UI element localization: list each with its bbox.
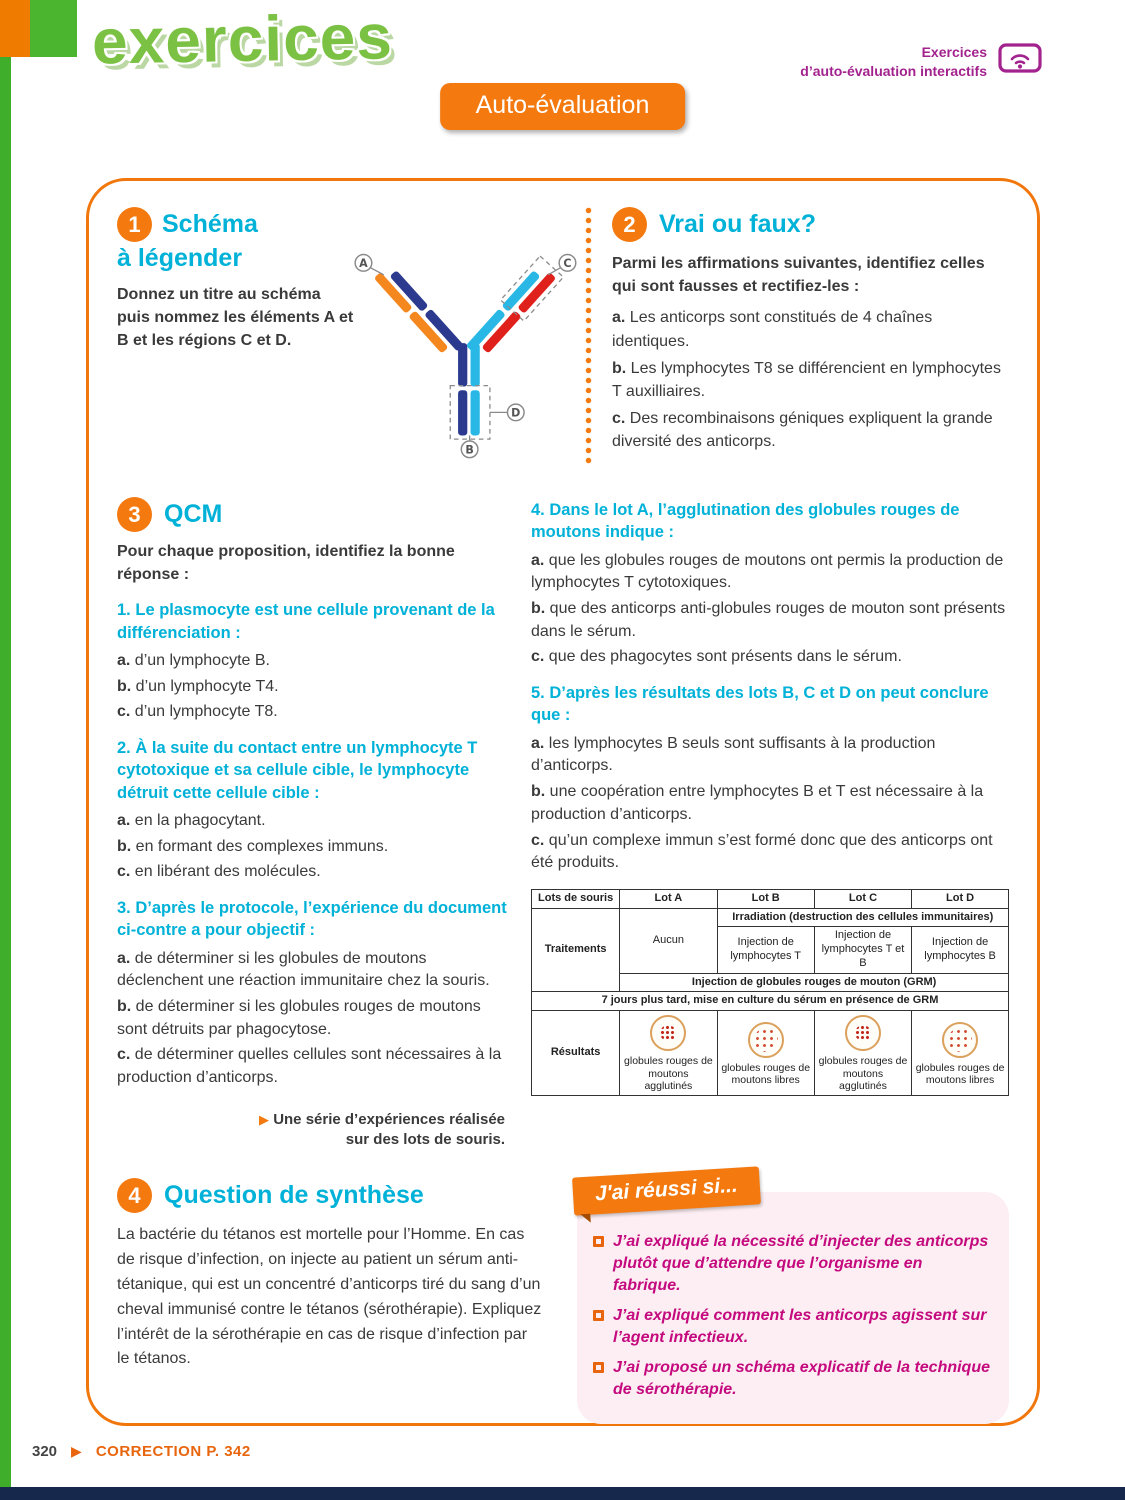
- statement-a: a. Les anticorps sont constitués de 4 chaînes identiques.: [612, 309, 933, 350]
- exercise-4-body: La bactérie du tétanos est mortelle pour l’Homme. En cas de risque d’infection, on injecte au patient un sérum anti-tétanique, qui est un concentré d’anticorps tiré du sang d’un cheval immunisé contre le tétanos (sérothérapie). Expliquez l’intérêt de la sérothérapie en cas de risque d’infection par le tétanos.: [117, 1226, 542, 1368]
- petri-dish-free: [942, 1022, 978, 1058]
- col-header-lot-b: Lot B: [717, 889, 814, 908]
- q5-option-b: b. une coopération entre lymphocytes B et T est nécessaire à la production d’anticorps.: [531, 783, 984, 823]
- label-B: B: [465, 443, 474, 457]
- corner-orange-block: [0, 0, 30, 57]
- petri-dish-agglutinated: [845, 1015, 881, 1051]
- question-3: 3. D’après le protocole, l’expérience du document ci-contre a pour objectif :: [117, 899, 507, 940]
- question-4: 4. Dans le lot A, l’agglutination des globules rouges de moutons indique :: [531, 501, 960, 542]
- section-synthesis: [117, 1170, 1009, 1423]
- col-header-lot-d: Lot D: [912, 889, 1009, 908]
- cell-culture: 7 jours plus tard, mise en culture du sérum en présence de GRM: [532, 992, 1009, 1011]
- q1-option-b: b. d’un lymphocyte T4.: [117, 677, 279, 695]
- q5-option-c: c. qu’un complexe immun s’est formé donc que des anticorps ont été produits.: [531, 831, 993, 872]
- qcm-left-column: [117, 497, 509, 1150]
- section-top: [117, 201, 1009, 473]
- checklist-item-3: J’ai proposé un schéma explicatif de la technique de sérothérapie.: [593, 1357, 991, 1400]
- cell-injection-b: Injection de lymphocytes B: [912, 927, 1009, 973]
- row-label-traitements: Traitements: [532, 908, 620, 992]
- petri-dish-agglutinated: [650, 1015, 686, 1051]
- page-footer: [32, 1443, 251, 1460]
- cell-injection-t-b: Injection de lymphocytes T et B: [814, 927, 911, 973]
- table-row: [532, 908, 1009, 927]
- result-lot-c: globules rouges de moutons agglutinés: [814, 1011, 911, 1096]
- arrow-icon: ▶: [71, 1443, 82, 1459]
- exercise-1-number: 1: [117, 207, 152, 242]
- bottom-navy-bar: [0, 1487, 1125, 1500]
- q4-option-a: a. que les globules rouges de moutons ont permis la production de lymphocytes T cytotoxiques.: [531, 551, 1004, 592]
- q1-option-a: a. d’un lymphocyte B.: [117, 651, 270, 669]
- interactive-exercises-label: Exercices d’auto-évaluation interactifs: [800, 44, 987, 79]
- left-green-strip: [0, 0, 11, 1487]
- success-tab: J'ai réussi si...: [572, 1167, 761, 1216]
- correction-reference: CORRECTION P. 342: [95, 1443, 251, 1460]
- result-lot-a: globules rouges de moutons agglutinés: [620, 1011, 717, 1096]
- exercise-1-instructions: Donnez un titre au schéma puis nommez les éléments A et B et les régions C et D.: [117, 286, 354, 350]
- antibody-stem: [458, 343, 480, 435]
- antibody-diagram: [345, 199, 585, 467]
- exercise-2: [592, 201, 1009, 473]
- auto-evaluation-banner: Auto-évaluation: [440, 83, 686, 130]
- label-A: A: [359, 257, 368, 270]
- cell-aucun: Aucun: [620, 908, 717, 973]
- result-lot-b: globules rouges de moutons libres: [717, 1011, 814, 1096]
- q4-option-b: b. que des anticorps anti-globules rouges de mouton sont présents dans le sérum.: [531, 599, 1006, 640]
- checklist-item-2: J’ai expliqué comment les anticorps agissent sur l’agent infectieux.: [593, 1305, 991, 1348]
- interactive-exercises-link[interactable]: [800, 42, 1043, 81]
- exercise-4-title: Question de synthèse: [164, 1181, 424, 1210]
- question-5: 5. D’après les résultats des lots B, C et D on peut conclure que :: [531, 684, 989, 725]
- page-number: 320: [32, 1443, 58, 1460]
- q3-option-a: a. de déterminer si les globules de moutons déclenchent une réaction immunitaire chez la souris.: [117, 949, 490, 990]
- dotted-divider-vertical: [585, 207, 592, 467]
- q2-option-c: c. en libérant des molécules.: [117, 863, 321, 881]
- exercise-2-intro: Parmi les affirmations suivantes, identifiez celles qui sont fausses et rectifiez-les :: [612, 255, 985, 296]
- petri-dish-free: [748, 1022, 784, 1058]
- exercise-3-number: 3: [117, 497, 152, 532]
- cell-injection-t: Injection de lymphocytes T: [717, 927, 814, 973]
- exercise-1: [117, 201, 585, 473]
- statement-c: c. Des recombinaisons géniques expliquent la grande diversité des anticorps.: [612, 410, 993, 451]
- q2-option-b: b. en formant des complexes immuns.: [117, 837, 389, 855]
- col-header-lots: Lots de souris: [532, 889, 620, 908]
- screen-wifi-icon: [997, 42, 1043, 81]
- exercise-2-title: Vrai ou faux?: [659, 210, 816, 238]
- q3-option-b: b. de déterminer si les globules rouges de moutons sont détruits par phagocytose.: [117, 997, 481, 1038]
- cell-grm: Injection de globules rouges de mouton (GRM): [620, 973, 1009, 992]
- success-box: [577, 1192, 1009, 1423]
- checkbox-icon: [593, 1310, 604, 1321]
- result-lot-d: globules rouges de moutons libres: [912, 1011, 1009, 1096]
- corner-green-block: [30, 0, 77, 57]
- cell-irradiation: Irradiation (destruction des cellules immunitaires): [717, 908, 1008, 927]
- col-header-lot-c: Lot C: [814, 889, 911, 908]
- exercise-3-title: QCM: [164, 500, 223, 528]
- question-1: 1. Le plasmocyte est une cellule provenant de la différenciation :: [117, 601, 495, 642]
- antibody-left-arm: [374, 263, 465, 360]
- exercise-1-title-line2: à légender: [117, 244, 243, 272]
- exercise-2-number: 2: [612, 207, 647, 242]
- statement-b: b. Les lymphocytes T8 se différencient en lymphocytes T auxilliaires.: [612, 359, 1001, 400]
- checkbox-icon: [593, 1362, 604, 1373]
- table-header-row: [532, 889, 1009, 908]
- exercise-4-number: 4: [117, 1178, 152, 1213]
- table-row: [532, 992, 1009, 1011]
- checklist-item-1: J’ai expliqué la nécessité d’injecter des anticorps plutôt que d’attendre que l’organisme en fabrique.: [593, 1231, 991, 1296]
- section-qcm: [117, 493, 1009, 1150]
- row-label-resultats: Résultats: [532, 1011, 620, 1096]
- page-title: exercices: [91, 0, 394, 78]
- exercise-1-title-line1: Schéma: [162, 210, 258, 238]
- label-C: C: [563, 257, 572, 270]
- document-caption: ▶ Une série d’expériences réalisée sur des lots de souris.: [259, 1110, 505, 1149]
- mice-experiment-table: [531, 889, 1009, 1096]
- checkbox-icon: [593, 1236, 604, 1247]
- table-results-row: [532, 1011, 1009, 1096]
- q3-option-c: c. de déterminer quelles cellules sont nécessaires à la production d’anticorps.: [117, 1046, 502, 1087]
- qcm-right-column: [531, 497, 1009, 1150]
- col-header-lot-a: Lot A: [620, 889, 717, 908]
- exercises-container: [86, 178, 1040, 1426]
- label-D: D: [511, 406, 521, 420]
- q4-option-c: c. que des phagocytes sont présents dans le sérum.: [531, 648, 902, 666]
- exercise-4: [117, 1178, 543, 1423]
- q1-option-c: c. d’un lymphocyte T8.: [117, 703, 278, 721]
- q5-option-a: a. les lymphocytes B seuls sont suffisants à la production d’anticorps.: [531, 734, 936, 775]
- arrow-icon: ▶: [259, 1111, 270, 1127]
- success-criteria: [577, 1174, 1009, 1423]
- q2-option-a: a. en la phagocytant.: [117, 811, 266, 829]
- qcm-intro: Pour chaque proposition, identifiez la bonne réponse :: [117, 543, 455, 584]
- question-2: 2. À la suite du contact entre un lymphocyte T cytotoxique et sa cellule cible, le lymphocyte détruit cette cellule cible :: [117, 739, 478, 802]
